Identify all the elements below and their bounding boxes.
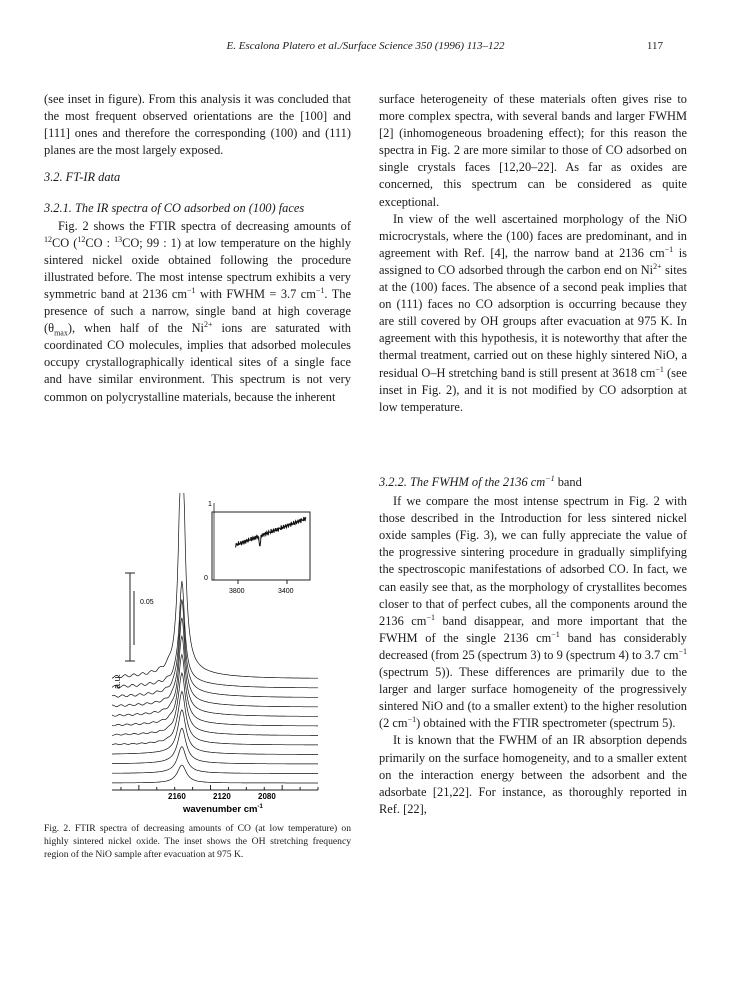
spectrum-line <box>112 691 318 745</box>
inset-label-bottom: 0 <box>204 575 208 582</box>
inset-label-top: 1 <box>208 501 212 508</box>
y-axis-label: a.u. <box>112 673 122 689</box>
spectra-chart <box>90 493 350 813</box>
paragraph: In view of the well ascertained morphology of the NiO microcrystals, where the (100) faces are predominant, and in agreement with Ref. [4], the narrow band at 2136 $cm^{-1}$ is assigned to CO adsorbed through the carbon end on $Ni^{2+}$ sites at the (100) faces. The absence of a second peak implies that on (111) faces no CO adsorption is occurring because they are still covered by OH groups after evacuation at 975 K. In agreement with this hypothesis, it is noteworthy that after the thermal treatment, carried out on these highly sintered NiO, a residual O–H stretching band is still present at 3618 $cm^{-1}$ (see inset in Fig. 2), and it is not modified by CO adsorption at low temperature. <box>379 211 687 414</box>
subsection-heading: 3.2.1. The IR spectra of CO adsorbed on (100) faces <box>44 201 305 216</box>
tick-2080: 2080 <box>258 792 276 801</box>
spectrum-line <box>112 765 318 783</box>
paragraph: If we compare the most intense spectrum in Fig. 2 with those described in the Introduction for less sintered nickel oxide samples (Fig. 3), we can fully appreciate the value of the progressive sintering procedure in gradually simplifying the spectroscopic manifestations of adsorbed CO. In fact, we can easily see that, as the morphology of crystallites becomes closer to that of perfect cubes, all the components around the 2136 $cm^{-1}$ band disappear, and more important that the FWHM of the single 2136 $cm^{-1}$ band has considerably decreased (from 25 (spectrum 3) to 9 (spectrum 4) to 3.7 $cm^{-1}$ (spectrum 5)). These differences are primarily due to the larger and larger surface homogeneity of the progressively sintered NiO and (to a smaller extent) to the higher resolution (2 $cm^{-1}$) obtained with the FTIR spectrometer (spectrum 5). <box>379 494 687 731</box>
figure-2 <box>90 493 350 813</box>
spectrum-line <box>112 581 318 688</box>
paragraph: surface heterogeneity of these materials often gives rise to more complex spectra, with several bands and larger FWHM [2] (inhomogeneous broadening effect); for this reason the spectra in Fig. 2 are more similar to those of CO adsorbed on single crystals faces [12,20–22]. As far as oxides are concerned, this spectrum can be considered as quite exceptional. <box>379 92 687 209</box>
x-axis-label: wavenumber $cm^{-1}$ <box>183 804 263 813</box>
inset-tick-3800: 3800 <box>229 588 245 595</box>
scale-bar <box>125 573 154 661</box>
inset-tick-3400: 3400 <box>278 588 294 595</box>
tick-2160: 2160 <box>168 792 186 801</box>
subsection-heading: 3.2.2. The FWHM of the 2136 $cm^{-1}$ band <box>379 474 582 489</box>
spectrum-line <box>112 599 318 697</box>
page-number: 117 <box>646 40 663 52</box>
left-column <box>44 91 351 406</box>
right-column <box>379 91 687 416</box>
x-ticks <box>121 785 318 790</box>
running-head: E. Escalona Platero et al./Surface Science 350 (1996) 113–122 <box>226 40 505 52</box>
spectrum-line <box>112 747 318 774</box>
spectrum-line <box>112 655 318 726</box>
figure-caption: Fig. 2. FTIR spectra of decreasing amounts of CO (at low temperature) on highly sintered nickel oxide. The inset shows the OH stretching frequency region of the NiO sample after evacuation at 975 K. <box>44 823 351 860</box>
tick-2120: 2120 <box>213 792 231 801</box>
paragraph: Fig. 2 shows the FTIR spectra of decreasing amounts of $^{12}$CO ($^{12}$CO : $^{13}$CO; 99 : 1) at low temperature on the highly sintered nickel oxide obtained following the procedure illustrated before. The most intense spectrum exhibits a very symmetric band at 2136 $cm^{-1}$ with FWHM = 3.7 $cm^{-1}$. The presence of such a narrow, single band at high coverage $(\theta_{max})$, when half of the $Ni^{2+}$ ions are saturated with coordinated CO molecules, implies that adsorbed molecules occupy crystallographically identical sites of a single face and have similar environment. This spectrum is not very common on polycrystalline materials, because the inherent <box>44 218 352 404</box>
paragraph: (see inset in figure). From this analysis it was concluded that the most frequent observed orientations are the [100] and [111] ones and therefore the corresponding (100) and (111) planes are the most largely exposed. <box>44 92 351 158</box>
spectrum-line <box>112 636 318 716</box>
spectrum-line <box>112 728 318 764</box>
scale-bar-label: 0.05 <box>140 599 154 606</box>
right-column-lower <box>379 474 687 818</box>
paragraph: It is known that the FWHM of an IR absorption depends primarily on the surface homogeneity, and to a smaller extent on the interaction energy between the adsorbent and the adsorbate [21,22]. For instance, as thoroughly reported in Ref. [22], <box>379 733 687 816</box>
section-heading: 3.2. FT-IR data <box>44 170 121 185</box>
inset-plot <box>204 501 310 595</box>
